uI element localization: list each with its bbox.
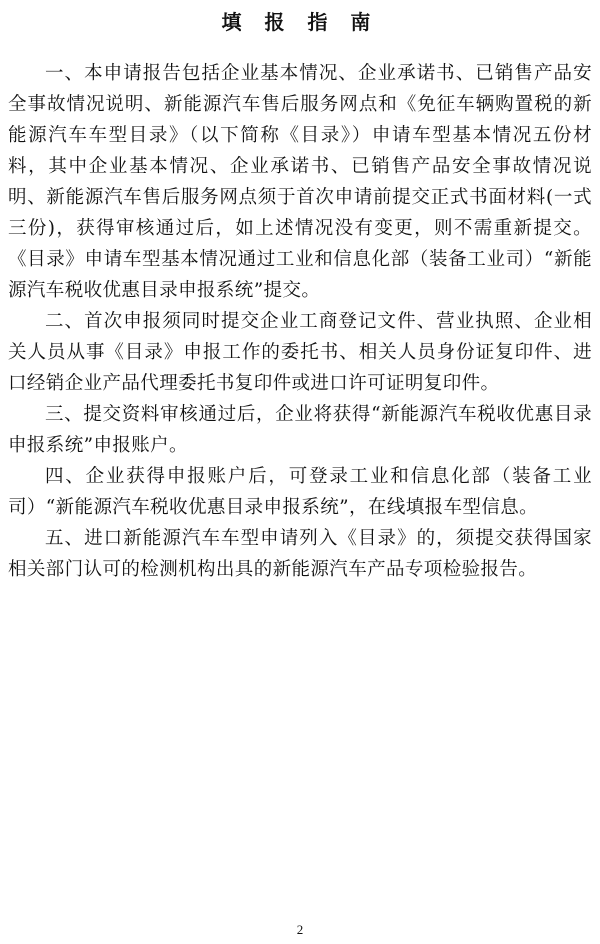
paragraph-1: 一、本申请报告包括企业基本情况、企业承诺书、已销售产品安全事故情况说明、新能源汽车售后服务网点和《免征车辆购置税的新能源汽车车型目录》（以下简称《目录》）申请车型基本情况五份材料，其中企业基本情况、企业承诺书、已销售产品安全事故情况说明、新能源汽车售后服务网点须于首次申请前提交正式书面材料(一式三份)，获得审核通过后，如上述情况没有变更，则不需重新提交。《目录》申请车型基本情况通过工业和信息化部（装备工业司）“新能源汽车税收优惠目录申报系统”提交。 xyxy=(8,63,592,301)
paragraph-5: 五、进口新能源汽车车型申请列入《目录》的，须提交获得国家相关部门认可的检测机构出具的新能源汽车产品专项检验报告。 xyxy=(8,528,592,580)
document-body xyxy=(8,58,592,585)
paragraph-2: 二、首次申报须同时提交企业工商登记文件、营业执照、企业相关人员从事《目录》申报工作的委托书、相关人员身份证复印件、进口经销企业产品代理委托书复印件或进口许可证明复印件。 xyxy=(8,311,592,394)
page-number: 2 xyxy=(296,922,304,937)
page-title: 填 报 指 南 xyxy=(221,10,379,34)
paragraph-4: 四、企业获得申报账户后，可登录工业和信息化部（装备工业司）“新能源汽车税收优惠目录申报系统”，在线填报车型信息。 xyxy=(8,466,592,518)
paragraph-3: 三、提交资料审核通过后，企业将获得“新能源汽车税收优惠目录申报系统”申报账户。 xyxy=(8,404,592,456)
